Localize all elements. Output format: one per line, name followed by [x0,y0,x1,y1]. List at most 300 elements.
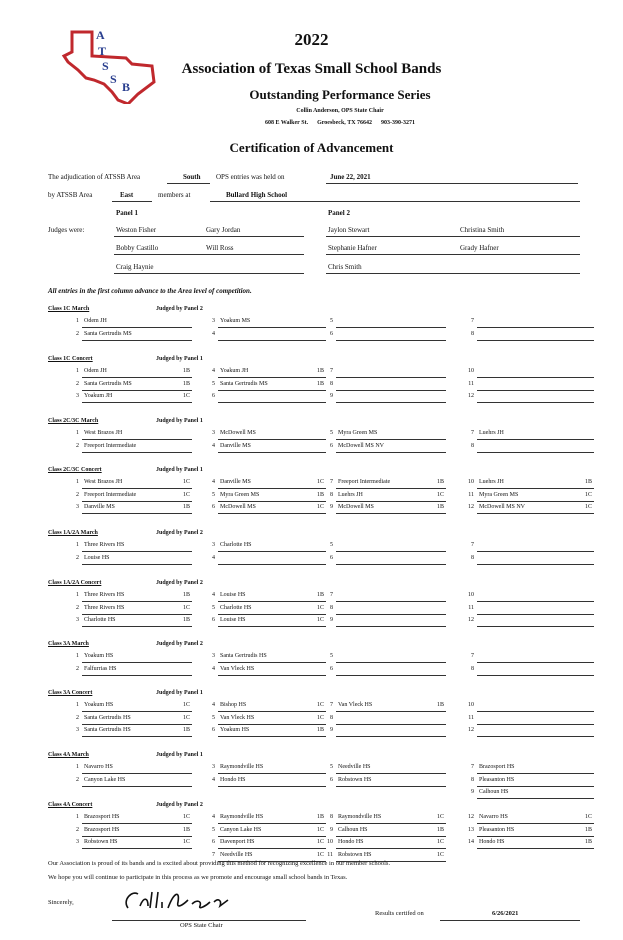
entry-number: 6 [330,442,333,449]
entry-number: 10 [468,479,474,485]
entry-slot [76,775,192,787]
class-title: Class 1C March [48,306,90,312]
adjudication-area: South [183,173,201,181]
entry-slot [212,553,326,565]
entry-number: 8 [330,491,333,498]
entry-school: Freeport Intermediate [338,479,391,485]
entry-number: 6 [330,776,333,783]
entry-number: 3 [212,542,215,548]
entry-number: 3 [212,764,215,770]
entry-number: 4 [212,554,215,561]
entry-number: 4 [212,442,215,449]
entry-underline [82,340,192,341]
entry-underline [82,786,192,787]
entry-school: Canyon Lake HS [220,826,262,833]
entry-number: 3 [212,430,215,436]
entry-school: Navarro HS [84,764,113,770]
entry-school: Yoakum JH [220,368,249,374]
entry-number: 12 [468,814,474,820]
signer-title: OPS State Chair [180,922,223,929]
entry-number: 5 [330,430,333,436]
entry-school: West Brazos JH [84,430,123,436]
class-judged-by: Judged by Panel 2 [156,802,203,808]
entry-number: 14 [468,839,474,845]
entry-rating: 1B [436,826,444,833]
entry-rating: 1B [436,479,444,485]
entry-underline [336,402,446,403]
entry-number: 7 [471,318,474,324]
entry-slot [76,762,192,774]
entry-number: 4 [212,776,215,783]
judge-name: Grady Hafner [460,244,499,252]
entry-number: 6 [212,617,215,623]
entry-slot [76,329,192,341]
entry-school: Raymondville HS [220,764,264,770]
entry-number: 2 [76,665,79,672]
entry-number: 4 [212,368,215,374]
entry-slot [330,441,446,453]
entry-number: 9 [330,617,333,623]
entry-rating: 1B [436,504,444,510]
entry-slot [212,664,326,676]
entry-number: 1 [76,764,79,770]
entry-rating: 1C [182,479,190,485]
class-title: Class 2C/3C March [48,418,99,424]
entry-number: 4 [212,479,215,485]
entry-number: 1 [76,592,79,598]
entry-slot [330,477,446,489]
header-year: 2022 [294,30,329,49]
entry-number: 8 [330,714,333,721]
entry-school: Yoakum HS [84,702,114,708]
judge-line [326,262,580,274]
entry-rating: 1C [436,491,444,498]
entry-slot [471,775,594,787]
entry-number: 11 [468,491,474,498]
entry-school: Brazosport HS [84,814,120,820]
entry-rating: 1B [182,368,190,374]
entry-school: Davenport HS [220,839,255,845]
entry-underline [82,452,192,453]
entry-slot [76,603,192,615]
entry-slot [76,725,192,737]
entry-school: Hondo HS [338,839,364,845]
entry-school: McDowell MS [220,504,256,510]
entry-number: 11 [468,714,474,721]
logo-letter-s2: S [110,72,117,86]
entry-underline [477,798,594,799]
entry-slot [76,651,192,663]
entry-number: 6 [212,393,215,399]
entry-school: Van Vleck HS [220,665,255,672]
entry-number: 4 [212,330,215,337]
entry-number: 9 [330,727,333,733]
entry-slot [330,603,446,615]
entry-number: 9 [330,504,333,510]
class-judged-by: Judged by Panel 1 [156,690,203,696]
sincerely: Sincerely, [48,899,74,906]
class-title: Class 3A March [48,641,89,647]
results-label: Results certifed on [375,910,424,917]
entry-number: 5 [330,318,333,324]
logo-letter-s1: S [102,59,109,73]
class-judged-by: Judged by Panel 1 [156,356,203,362]
entry-number: 11 [327,851,333,858]
class-title: Class 2C/3C Concert [48,467,102,473]
judge-name: Christina Smith [460,226,505,234]
entry-number: 1 [76,430,79,436]
entry-school: Three Rivers HS [84,542,125,548]
entry-slot [330,615,446,627]
entry-school: McDowell MS NV [479,504,525,510]
entry-school: Charlotte HS [84,617,116,623]
entry-underline [82,736,192,737]
entry-number: 7 [330,368,333,374]
entry-number: 10 [468,702,474,708]
entry-school: Hondo HS [220,776,246,783]
entry-underline [477,513,594,514]
entry-rating: 1C [316,839,324,845]
judge-name: Weston Fisher [116,226,157,234]
entry-number: 2 [76,442,79,449]
entry-slot [468,379,594,391]
entry-slot [212,391,326,403]
entry-underline [336,564,446,565]
entry-number: 1 [76,479,79,485]
entry-rating: 1C [436,851,444,858]
entry-rating: 1C [584,814,592,820]
entry-number: 2 [76,776,79,783]
entry-slot [212,775,326,787]
entry-slot [76,540,192,552]
entry-school: Canyon Lake HS [84,776,126,783]
entry-slot [471,329,594,341]
entry-school: Needville HS [220,851,253,858]
entry-school: West Brazos JH [84,479,123,485]
entry-underline [477,564,594,565]
panel1-label: Panel 1 [116,209,138,217]
entry-slot [76,391,192,403]
entry-slot [330,725,446,737]
entry-school: Luehrs JH [338,491,363,498]
entry-number: 5 [330,653,333,659]
entry-school: Luehrs JH [479,430,504,436]
entry-rating: 1C [182,604,190,611]
entry-underline [477,848,594,849]
entry-number: 1 [76,368,79,374]
entry-slot [212,825,326,837]
entry-school: Navarro HS [479,814,508,820]
entry-number: 8 [471,776,474,783]
entry-school: Santa Gertrudis MS [84,380,132,387]
entry-slot [468,825,594,837]
entry-underline [82,626,192,627]
adjudication-location: Bullard High School [226,191,288,199]
entry-slot [471,428,594,440]
entry-slot [212,615,326,627]
entry-slot [212,762,326,774]
entry-number: 7 [330,702,333,708]
entry-underline [218,340,326,341]
entry-number: 10 [468,592,474,598]
entry-school: Myra Green MS [479,491,519,498]
entry-slot [330,700,446,712]
entry-slot [471,553,594,565]
entry-slot [468,713,594,725]
entry-school: McDowell MS [338,504,374,510]
entry-school: Needville HS [338,764,371,770]
entry-underline [218,626,326,627]
entry-number: 4 [212,814,215,820]
entry-number: 3 [212,653,215,659]
entry-school: Odem JH [84,368,107,374]
entry-slot [471,787,594,799]
entry-slot [330,490,446,502]
signature-line [112,909,306,921]
entry-number: 8 [471,554,474,561]
panel2-label: Panel 2 [328,209,350,217]
entry-slot [330,713,446,725]
entry-school: Santa Gertrudis HS [220,653,267,659]
entry-underline [82,848,192,849]
entry-number: 7 [471,542,474,548]
entry-number: 5 [330,764,333,770]
entry-slot [212,329,326,341]
class-judged-by: Judged by Panel 1 [156,418,203,424]
entry-slot [468,502,594,514]
entry-number: 8 [330,604,333,611]
entry-slot [212,603,326,615]
entry-school: Louise HS [220,617,246,623]
entry-underline [218,564,326,565]
entry-slot [212,540,326,552]
entry-number: 5 [212,826,215,833]
entry-slot [330,366,446,378]
entry-number: 2 [76,604,79,611]
entry-rating: 1C [182,839,190,845]
entry-slot [212,713,326,725]
entry-number: 2 [76,491,79,498]
entry-slot [468,837,594,849]
entry-rating: 1C [584,504,592,510]
entry-number: 8 [330,380,333,387]
entry-number: 6 [330,330,333,337]
entry-number: 10 [327,839,333,845]
entry-rating: 1C [182,491,190,498]
entry-number: 8 [471,442,474,449]
entry-rating: 1B [182,727,190,733]
judge-name: Chris Smith [328,263,362,271]
class-title: Class 4A Concert [48,802,93,808]
entry-school: Pleasanton HS [479,776,515,783]
class-title: Class 1A/2A March [48,530,98,536]
entry-number: 3 [76,839,79,845]
entry-slot [76,812,192,824]
adjudication-by-area: East [120,191,134,199]
entry-rating: 1B [584,479,592,485]
entry-slot [76,664,192,676]
entry-rating: 1C [316,479,324,485]
judge-name: Craig Haynie [116,263,154,271]
class-title: Class 1A/2A Concert [48,580,102,586]
entry-slot [212,316,326,328]
entry-slot [468,490,594,502]
entry-slot [468,725,594,737]
entry-underline [82,675,192,676]
entry-underline [218,452,326,453]
entry-school: Van Vleck HS [338,702,373,708]
entry-school: Calhoun HS [338,826,368,833]
entry-number: 2 [76,714,79,721]
entry-school: Freeport Intermediate [84,442,137,449]
entry-rating: 1C [182,702,190,708]
entry-number: 7 [471,430,474,436]
entry-slot [330,825,446,837]
entry-slot [76,366,192,378]
entry-number: 12 [468,504,474,510]
class-title: Class 4A March [48,752,89,758]
entry-slot [330,762,446,774]
entry-underline [336,452,446,453]
entry-school: McDowell MS NV [338,442,384,449]
entry-school: Santa Gertrudis HS [84,714,131,721]
entry-slot [76,700,192,712]
entry-school: Robstown HS [338,851,372,858]
entry-slot [468,615,594,627]
entry-rating: 1C [182,393,190,399]
entry-slot [330,775,446,787]
entry-number: 1 [76,814,79,820]
judge-name: Stephanie Hafner [328,244,377,252]
entry-underline [82,564,192,565]
entry-number: 3 [76,393,79,399]
entry-school: Yoakum JH [84,393,113,399]
entry-school: Van Vleck HS [220,714,255,721]
entry-rating: 1B [182,826,190,833]
entry-slot [212,700,326,712]
entry-number: 4 [212,665,215,672]
entry-school: Charlotte HS [220,542,252,548]
entry-slot [468,391,594,403]
entry-slot [212,651,326,663]
entry-number: 9 [471,789,474,795]
class-judged-by: Judged by Panel 2 [156,306,203,312]
entry-number: 7 [471,653,474,659]
entry-underline [218,786,326,787]
adjudication-date: June 22, 2021 [330,173,371,181]
entry-underline [477,626,594,627]
entry-slot [330,502,446,514]
entry-slot [330,664,446,676]
entry-school: Danville MS [220,479,251,485]
entry-number: 6 [330,554,333,561]
entry-slot [468,366,594,378]
class-judged-by: Judged by Panel 2 [156,530,203,536]
entry-rating: 1C [316,604,324,611]
entry-rating: 1B [182,380,190,387]
entry-slot [330,379,446,391]
class-judged-by: Judged by Panel 2 [156,641,203,647]
entry-school: Brazosport HS [84,826,120,833]
entry-number: 9 [330,826,333,833]
entry-rating: 1B [316,491,324,498]
entry-slot [471,316,594,328]
entry-underline [477,675,594,676]
entry-school: Bishop HS [220,702,247,708]
entry-school: Santa Gertrudis MS [220,380,268,387]
entry-slot [471,651,594,663]
entry-underline [218,513,326,514]
entry-rating: 1C [316,702,324,708]
entry-underline [477,402,594,403]
entry-school: Odem JH [84,318,107,324]
entry-number: 10 [468,368,474,374]
entry-school: Freeport Intermediate [84,491,137,498]
entry-number: 2 [76,554,79,561]
entry-slot [330,428,446,440]
entry-number: 7 [330,592,333,598]
entry-number: 4 [212,702,215,708]
entry-number: 3 [212,318,215,324]
entry-number: 4 [212,592,215,598]
header-phone: 903-390-3271 [381,120,416,126]
entry-slot [76,441,192,453]
entry-school: Charlotte HS [220,604,252,611]
entry-slot [76,553,192,565]
adjudication-mid: OPS entries was held on [216,173,285,181]
class-judged-by: Judged by Panel 1 [156,752,203,758]
entry-school: Yoakum HS [220,727,250,733]
logo-letter-b: B [122,80,131,94]
entry-number: 5 [330,542,333,548]
entry-number: 1 [76,542,79,548]
entry-number: 1 [76,318,79,324]
entry-school: Pleasanton HS [479,826,515,833]
entry-rating: 1C [436,814,444,820]
entry-slot [76,379,192,391]
entry-school: Raymondville HS [220,814,264,820]
entry-number: 7 [330,479,333,485]
entry-school: Santa Gertrudis HS [84,727,131,733]
entry-slot [468,700,594,712]
entry-number: 3 [76,504,79,510]
entry-slot [212,441,326,453]
entry-slot [471,441,594,453]
entry-number: 13 [468,826,474,833]
entry-slot [330,590,446,602]
class-judged-by: Judged by Panel 1 [156,467,203,473]
entry-school: Yoakum HS [84,653,114,659]
entry-number: 2 [76,380,79,387]
class-title: Class 3A Concert [48,690,93,696]
entry-school: Yoakum MS [220,318,251,324]
entry-number: 8 [471,330,474,337]
entry-slot [76,837,192,849]
entry-slot [330,812,446,824]
entry-rating: 1B [584,826,592,833]
entry-school: Myra Green MS [220,491,260,498]
entry-school: Danville MS [84,504,115,510]
entry-slot [212,490,326,502]
entry-slot [76,713,192,725]
entry-underline [477,736,594,737]
judge-name: Will Ross [206,244,234,252]
entry-slot [212,837,326,849]
logo-letter-a: A [96,28,105,42]
entry-number: 6 [330,665,333,672]
judge-name: Jaylon Stewart [328,226,370,234]
entry-number: 12 [468,617,474,623]
